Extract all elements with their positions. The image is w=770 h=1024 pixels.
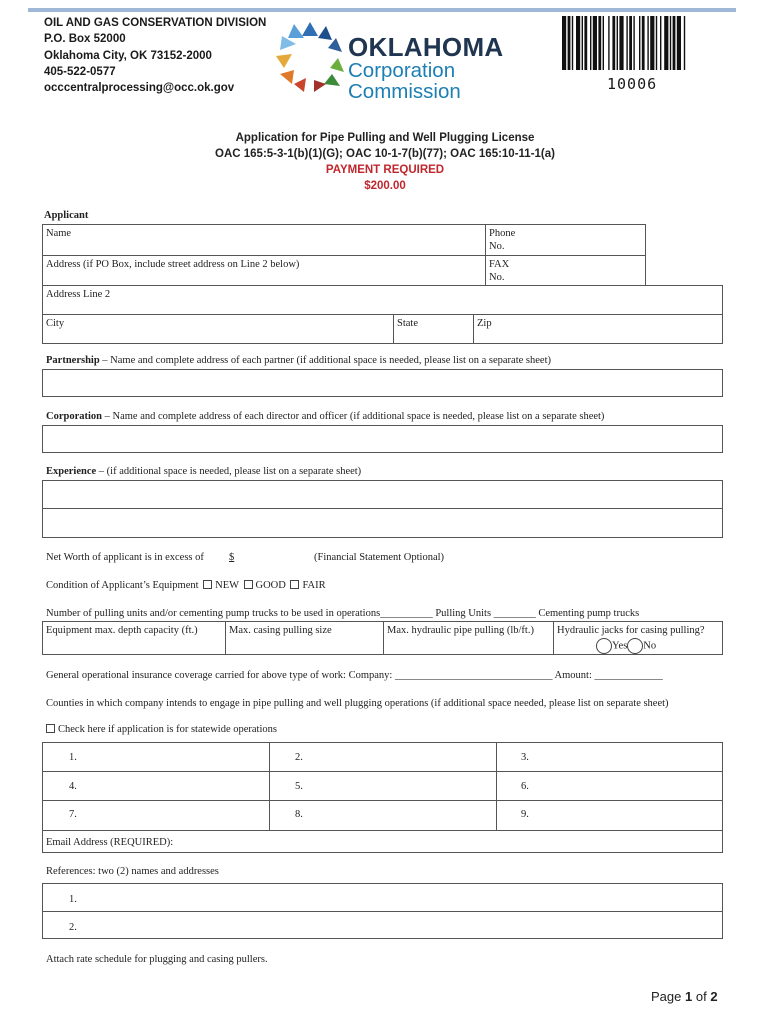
address-label: Address (if PO Box, include street address on Line 2 below) xyxy=(46,259,300,270)
net-worth-dollar[interactable]: $ xyxy=(229,552,235,563)
counties-label: Counties in which company intends to engage in pipe pulling and well plugging operations (if additional space needed, please list on separate sheet) xyxy=(46,698,669,709)
payment-required: PAYMENT REQUIRED xyxy=(325,164,445,176)
email-label: Email Address (REQUIRED): xyxy=(46,837,174,848)
equipment-div-1 xyxy=(225,621,226,655)
partnership-label: Partnership xyxy=(46,355,100,366)
applicant-heading: Applicant xyxy=(44,210,89,221)
county-7[interactable]: 7. xyxy=(69,809,77,820)
jacks-options xyxy=(596,638,656,654)
logo-corporation: Corporation xyxy=(348,59,456,82)
corporation-label: Corporation xyxy=(46,411,102,422)
checkbox-new[interactable] xyxy=(203,580,212,589)
cementing-label: Cementing pump trucks xyxy=(538,608,640,619)
fax-no-label: No. xyxy=(489,272,505,283)
units-label: Number of pulling units and/or cementing pump trucks to be used in operations xyxy=(46,608,381,619)
form-title: Application for Pipe Pulling and Well Plugging License xyxy=(235,132,535,144)
agency-phone: 405-522-0577 xyxy=(44,65,116,78)
experience-label: Experience xyxy=(46,466,97,477)
equipment-div-3 xyxy=(553,621,554,655)
no-label: No xyxy=(643,640,657,652)
address2-label: Address Line 2 xyxy=(46,289,111,300)
reference-2[interactable]: 2. xyxy=(69,922,77,933)
occ-star-logo-icon xyxy=(274,22,346,94)
logo-oklahoma: OKLAHOMA xyxy=(348,32,504,62)
checkbox-statewide[interactable] xyxy=(46,724,55,733)
city-label: City xyxy=(46,318,65,329)
units-row xyxy=(46,608,639,619)
corporation-desc: – Name and complete address of each director and officer (if additional space is needed, please list on a separate sheet) xyxy=(102,411,605,422)
net-worth-label: Net Worth of applicant is in excess of xyxy=(46,552,204,563)
county-4[interactable]: 4. xyxy=(69,781,77,792)
depth-capacity-label: Equipment max. depth capacity (ft.) xyxy=(46,625,198,636)
county-5[interactable]: 5. xyxy=(295,781,303,792)
statewide-label: Check here if application is for statewide operations xyxy=(58,724,277,735)
agency-division: OIL AND GAS CONSERVATION DIVISION xyxy=(44,17,267,29)
fax-label: FAX xyxy=(489,259,510,270)
experience-field-2[interactable] xyxy=(42,508,723,538)
checkbox-fair[interactable] xyxy=(290,580,299,589)
attach-note: Attach rate schedule for plugging and casing pullers. xyxy=(46,954,268,965)
experience-desc: – (if additional space is needed, please list on a separate sheet) xyxy=(96,466,362,477)
form-citations: OAC 165:5-3-1(b)(1)(G); OAC 10-1-7(b)(77); OAC 165:10-11-1(a) xyxy=(215,148,555,160)
insurance-amount-blank[interactable]: _____________ xyxy=(594,670,663,681)
counties-div-1 xyxy=(269,742,270,831)
counties-row-div-1 xyxy=(42,771,723,772)
agency-city: Oklahoma City, OK 73152-2000 xyxy=(44,49,212,62)
state-label: State xyxy=(397,318,418,329)
insurance-amount-label: Amount: xyxy=(554,670,592,681)
statewide-row xyxy=(44,724,277,735)
agency-email: occcentralprocessing@occ.ok.gov xyxy=(44,82,235,95)
zip-label: Zip xyxy=(477,318,492,329)
radio-no[interactable] xyxy=(627,638,643,654)
county-8[interactable]: 8. xyxy=(295,809,303,820)
page-number xyxy=(651,989,718,1004)
header-rule xyxy=(28,8,736,12)
condition-good: GOOD xyxy=(255,580,286,591)
counties-div-2 xyxy=(496,742,497,831)
phone-label: Phone xyxy=(489,228,516,239)
radio-yes[interactable] xyxy=(596,638,612,654)
payment-amount: $200.00 xyxy=(364,180,406,192)
applicant-name-field[interactable] xyxy=(42,224,646,256)
insurance-label: General operational insurance coverage carried for above type of work: Company: xyxy=(46,670,393,681)
pulling-units-label: Pulling Units xyxy=(435,608,492,619)
yes-label: Yes xyxy=(612,640,628,652)
county-3[interactable]: 3. xyxy=(521,752,529,763)
casing-size-label: Max. casing pulling size xyxy=(229,625,332,636)
page-of: of xyxy=(695,989,707,1004)
partnership-desc: – Name and complete address of each partner (if additional space is needed, please list on a separate sheet) xyxy=(99,355,551,366)
page-current: 1 xyxy=(685,989,693,1004)
page-word: Page xyxy=(651,989,682,1004)
experience-caption xyxy=(46,466,361,477)
agency-address-block xyxy=(44,15,266,96)
city-divider xyxy=(393,314,394,344)
equipment-div-2 xyxy=(383,621,384,655)
reference-1[interactable]: 1. xyxy=(69,894,77,905)
address-line2-field[interactable] xyxy=(42,285,723,315)
corporation-caption xyxy=(46,411,604,422)
insurance-row xyxy=(46,670,663,681)
logo-commission: Commission xyxy=(348,79,461,103)
county-9[interactable]: 9. xyxy=(521,809,529,820)
hydraulic-pulling-label: Max. hydraulic pipe pulling (lb/ft.) xyxy=(387,625,534,636)
condition-row xyxy=(46,580,326,591)
partnership-caption xyxy=(46,355,551,366)
name-label: Name xyxy=(46,228,72,239)
county-6[interactable]: 6. xyxy=(521,781,529,792)
phone-no-label: No. xyxy=(489,241,505,252)
city-state-zip-row xyxy=(42,314,723,344)
state-divider xyxy=(473,314,474,344)
condition-fair: FAIR xyxy=(302,580,326,591)
cementing-blank[interactable]: ________ xyxy=(493,608,536,619)
checkbox-good[interactable] xyxy=(244,580,253,589)
references-label: References: two (2) names and addresses xyxy=(46,866,219,877)
experience-field-1[interactable] xyxy=(42,480,723,509)
form-title-block xyxy=(0,130,770,194)
counties-row-div-2 xyxy=(42,800,723,801)
agency-po-box: P.O. Box 52000 xyxy=(44,33,126,46)
page-total: 2 xyxy=(710,989,718,1004)
condition-new: NEW xyxy=(215,580,239,591)
corporation-field[interactable] xyxy=(42,425,723,453)
references-row-div xyxy=(42,911,723,912)
condition-label: Condition of Applicant’s Equipment xyxy=(46,580,199,591)
county-2[interactable]: 2. xyxy=(295,752,303,763)
insurance-company-blank[interactable]: ______________________________ xyxy=(394,670,553,681)
hydraulic-jacks-label: Hydraulic jacks for casing pulling? xyxy=(557,625,705,636)
county-1[interactable]: 1. xyxy=(69,752,77,763)
barcode-icon xyxy=(562,16,718,70)
occ-logo-text xyxy=(348,34,504,102)
financial-statement-note: (Financial Statement Optional) xyxy=(314,552,445,563)
partnership-field[interactable] xyxy=(42,369,723,397)
counties-table xyxy=(42,742,723,831)
pulling-units-blank[interactable]: __________ xyxy=(380,608,433,619)
barcode-number: 10006 xyxy=(607,75,658,93)
